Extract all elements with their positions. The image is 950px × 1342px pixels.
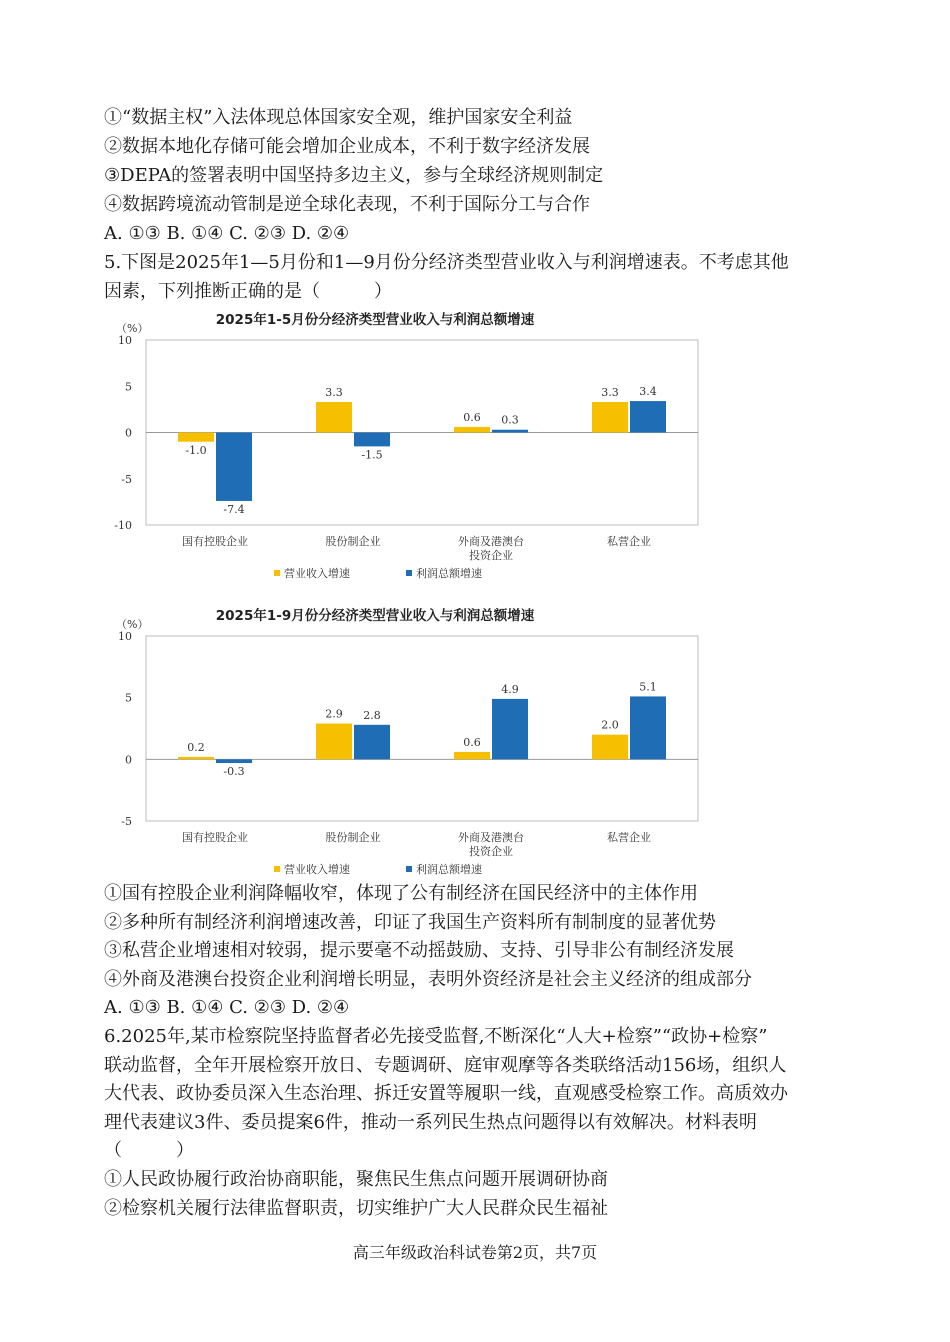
chart-jan-sep-svg (110, 604, 710, 884)
data-label: -1.5 (361, 448, 383, 462)
top-text-line: ④数据跨境流动管制是逆全球化表现，不利于国际分工与合作 (104, 194, 590, 215)
page-footer: 高三年级政治科试卷第2页，共7页 (352, 1243, 598, 1262)
profit-bar (216, 433, 252, 501)
legend-label: 营业收入增速 (284, 567, 350, 580)
top-text-line: ②数据本地化存储可能会增加企业成本，不利于数字经济发展 (104, 136, 590, 157)
category-label: 投资企业 (469, 845, 513, 858)
mid-text-line: ②检察机关履行法律监督职责，切实维护广大人民群众民生福祉 (104, 1197, 608, 1219)
y-tick-label: 5 (125, 380, 132, 394)
data-label: 2.9 (325, 707, 343, 721)
legend-swatch (406, 570, 412, 576)
data-label: 2.0 (601, 718, 619, 732)
data-label: 0.3 (501, 413, 519, 427)
revenue-bar (178, 757, 214, 759)
category-label: 股份制企业 (325, 831, 381, 844)
chart-title: 2025年1-5月份分经济类型营业收入与利润总额增速 (215, 312, 535, 328)
top-text-line: A. ①③ B. ①④ C. ②③ D. ②④ (104, 223, 350, 244)
profit-bar (492, 699, 528, 759)
y-tick-label: 10 (118, 630, 132, 643)
chart-title: 2025年1-9月份分经济类型营业收入与利润总额增速 (215, 608, 535, 624)
legend-swatch (406, 866, 412, 872)
revenue-bar (454, 427, 490, 433)
profit-bar (354, 433, 390, 447)
y-tick-label: 0 (125, 426, 132, 440)
chart-jan-may (110, 308, 710, 588)
data-label: -1.0 (185, 443, 207, 457)
data-label: 3.3 (325, 385, 343, 399)
top-text-line: 因素，下列推断正确的是（ ） (104, 281, 392, 302)
chart-jan-sep (110, 604, 710, 884)
mid-text-line: 大代表、政协委员深入生态治理、拆迁安置等履职一线，直观感受检察工作。高质效办 (104, 1083, 788, 1105)
mid-text-line: 理代表建议3件、委员提案6件，推动一系列民生热点问题得以有效解决。材料表明 (104, 1111, 757, 1133)
category-label: 投资企业 (469, 549, 513, 562)
revenue-bar (316, 724, 352, 760)
chart-jan-may-svg (110, 308, 710, 588)
data-label: 3.4 (639, 385, 657, 399)
category-label: 私营企业 (607, 831, 651, 844)
data-label: 0.2 (187, 740, 205, 754)
data-label: -0.3 (223, 765, 245, 779)
category-label: 外商及港澳台 (458, 535, 524, 548)
y-unit-label: （%） (116, 322, 149, 335)
y-tick-label: 0 (125, 753, 132, 767)
revenue-bar (454, 752, 490, 759)
data-label: 0.6 (463, 735, 481, 749)
mid-text-line: ②多种所有制经济利润增速改善，印证了我国生产资料所有制制度的显著优势 (104, 911, 716, 933)
revenue-bar (592, 735, 628, 760)
category-label: 私营企业 (607, 535, 651, 548)
legend-swatch (274, 866, 280, 872)
top-text-line: ①“数据主权”入法体现总体国家安全观，维护国家安全利益 (104, 107, 573, 128)
y-tick-label: 5 (125, 691, 132, 705)
category-label: 股份制企业 (325, 535, 381, 548)
mid-text-line: （ ） (104, 1140, 194, 1162)
mid-text-line: 6.2025年,某市检察院坚持监督者必先接受监督,不断深化“人大+检察”“政协+检察” (104, 1026, 768, 1047)
revenue-bar (592, 402, 628, 433)
mid-text-line: ①国有控股企业利润降幅收窄，体现了公有制经济在国民经济中的主体作用 (104, 883, 698, 904)
profit-bar (630, 401, 666, 432)
revenue-bar (316, 402, 352, 433)
legend-label: 利润总额增速 (416, 567, 482, 580)
data-label: 2.8 (363, 708, 381, 722)
mid-text-line: A. ①③ B. ①④ C. ②③ D. ②④ (104, 997, 350, 1019)
category-label: 国有控股企业 (182, 831, 248, 844)
mid-text-line: 联动监督，全年开展检察开放日、专题调研、庭审观摩等各类联络活动156场，组织人 (104, 1054, 787, 1076)
category-label: 外商及港澳台 (458, 831, 524, 844)
data-label: 0.6 (463, 410, 481, 424)
mid-text-line: ③私营企业增速相对较弱，提示要毫不动摇鼓励、支持、引导非公有制经济发展 (104, 940, 734, 962)
y-tick-label: -5 (121, 472, 132, 486)
data-label: 3.3 (601, 385, 619, 399)
y-tick-label: 10 (118, 334, 132, 347)
top-text-line: 5.下图是2025年1—5月份和1—9月份分经济类型营业收入与利润增速表。不考虑其他 (104, 252, 789, 273)
legend-swatch (274, 570, 280, 576)
y-unit-label: （%） (116, 618, 149, 631)
mid-text-line: ④外商及港澳台投资企业利润增长明显，表明外资经济是社会主义经济的组成部分 (104, 968, 752, 990)
profit-bar (354, 725, 390, 760)
legend-label: 利润总额增速 (416, 863, 482, 876)
profit-bar (492, 430, 528, 433)
y-tick-label: -10 (114, 519, 132, 532)
legend-label: 营业收入增速 (284, 863, 350, 876)
y-tick-label: -5 (121, 815, 132, 828)
category-label: 国有控股企业 (182, 535, 248, 548)
mid-text-line: ①人民政协履行政治协商职能，聚焦民生焦点问题开展调研协商 (104, 1169, 608, 1190)
data-label: 4.9 (501, 682, 519, 696)
revenue-bar (178, 433, 214, 442)
data-label: -7.4 (223, 502, 245, 516)
top-text-line: ③DEPA的签署表明中国坚持多边主义，参与全球经济规则制定 (104, 165, 604, 186)
profit-bar (216, 759, 252, 763)
profit-bar (630, 696, 666, 759)
data-label: 5.1 (639, 680, 657, 694)
